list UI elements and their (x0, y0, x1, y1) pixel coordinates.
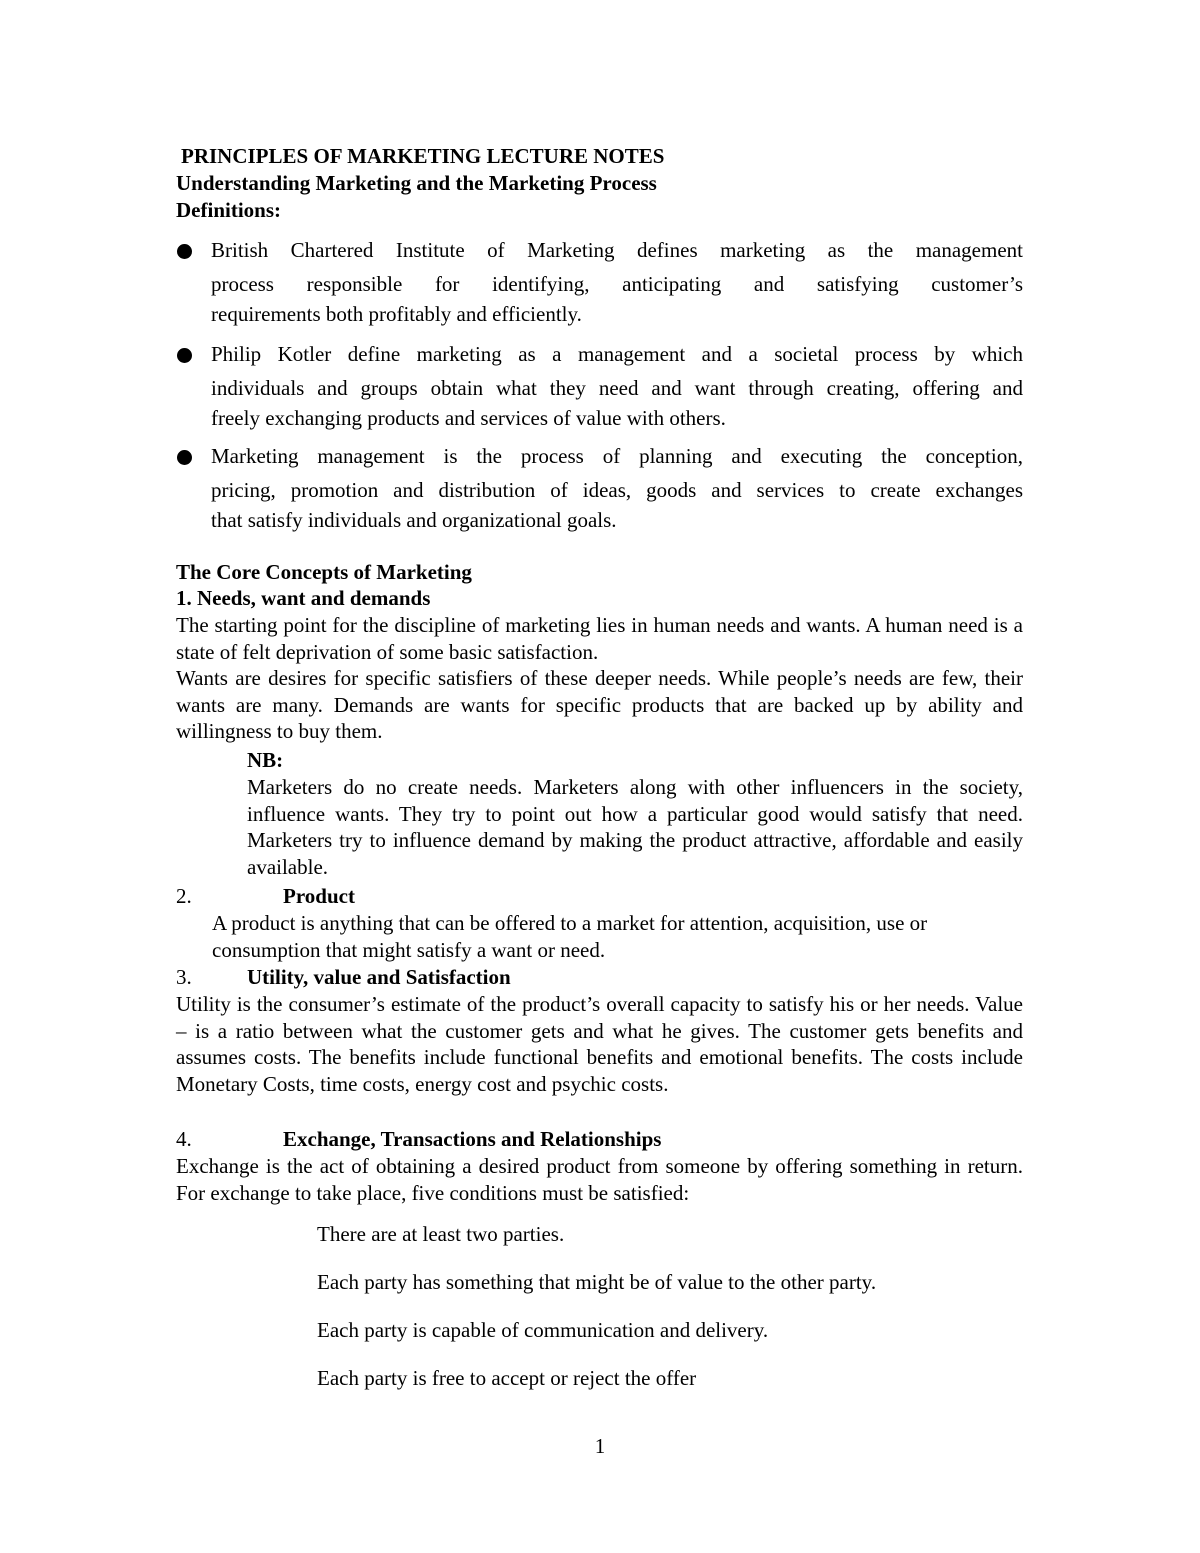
nb-paragraph: Marketers do no create needs. Marketers along with other influencers in the society, influence wants. They try to point out how a particular good would satisfy that need. Marketers try to influence demand by making the product attractive, affordable and easily available. (247, 775, 1023, 879)
utility-paragraph: Utility is the consumer’s estimate of the product’s overall capacity to satisfy his or her needs. Value – is a ratio between what the customer gets and what he gives. The customer gets benefits and assumes costs. The benefits include functional benefits and emotional benefits. The costs include Monetary Costs, time costs, energy cost and psychic costs. (176, 992, 1023, 1096)
product-number: 2. (176, 884, 192, 908)
condition-item: There are at least two parties. (317, 1222, 565, 1246)
exchange-heading: Exchange, Transactions and Relationships (283, 1127, 662, 1151)
condition-item: Each party is capable of communication and delivery. (317, 1318, 769, 1342)
definition-item: Marketing management is the process of planning and executing the conception, pricing, promotion and distribution of ideas, goods and services to create exchanges that satisfy individuals and organizational goals. (176, 439, 1023, 533)
bullet-dot-icon (177, 450, 192, 465)
definition-item: Philip Kotler define marketing as a management and a societal process by which individuals and groups obtain what they need and want through creating, offering and freely exchanging products and services of value with others. (176, 337, 1023, 431)
bullet-dot-icon (177, 348, 192, 363)
definitions-label: Definitions: (176, 198, 281, 222)
product-heading: Product (283, 884, 355, 908)
needs-heading: 1. Needs, want and demands (176, 586, 431, 610)
exchange-number: 4. (176, 1127, 192, 1151)
utility-heading: Utility, value and Satisfaction (247, 965, 511, 989)
bullet-dot-icon (177, 244, 192, 259)
nb-label: NB: (247, 748, 284, 772)
utility-number: 3. (176, 965, 192, 989)
exchange-paragraph: Exchange is the act of obtaining a desired product from someone by offering something in return. For exchange to take place, five conditions must be satisfied: (176, 1154, 1023, 1205)
core-concepts-title: The Core Concepts of Marketing (176, 560, 472, 584)
definition-item: British Chartered Institute of Marketing defines marketing as the management process responsible for identifying, anticipating and satisfying customer’s requirements both profitably and efficiently. (176, 233, 1023, 327)
needs-paragraph: The starting point for the discipline of marketing lies in human needs and wants. A human need is a state of felt deprivation of some basic satisfaction. (176, 613, 1023, 664)
wants-paragraph: Wants are desires for specific satisfiers of these deeper needs. While people’s needs are few, their wants are many. Demands are wants for specific products that are backed up by ability and willingness to buy them. (176, 666, 1023, 743)
condition-item: Each party is free to accept or reject the offer (317, 1366, 697, 1390)
page-number: 1 (594, 1434, 606, 1458)
condition-item: Each party has something that might be of value to the other party. (317, 1270, 877, 1294)
document-title: PRINCIPLES OF MARKETING LECTURE NOTES (181, 144, 665, 168)
product-paragraph: A product is anything that can be offered to a market for attention, acquisition, use or consumption that might satisfy a want or need. (212, 911, 928, 962)
document-subtitle: Understanding Marketing and the Marketing Process (176, 171, 657, 195)
